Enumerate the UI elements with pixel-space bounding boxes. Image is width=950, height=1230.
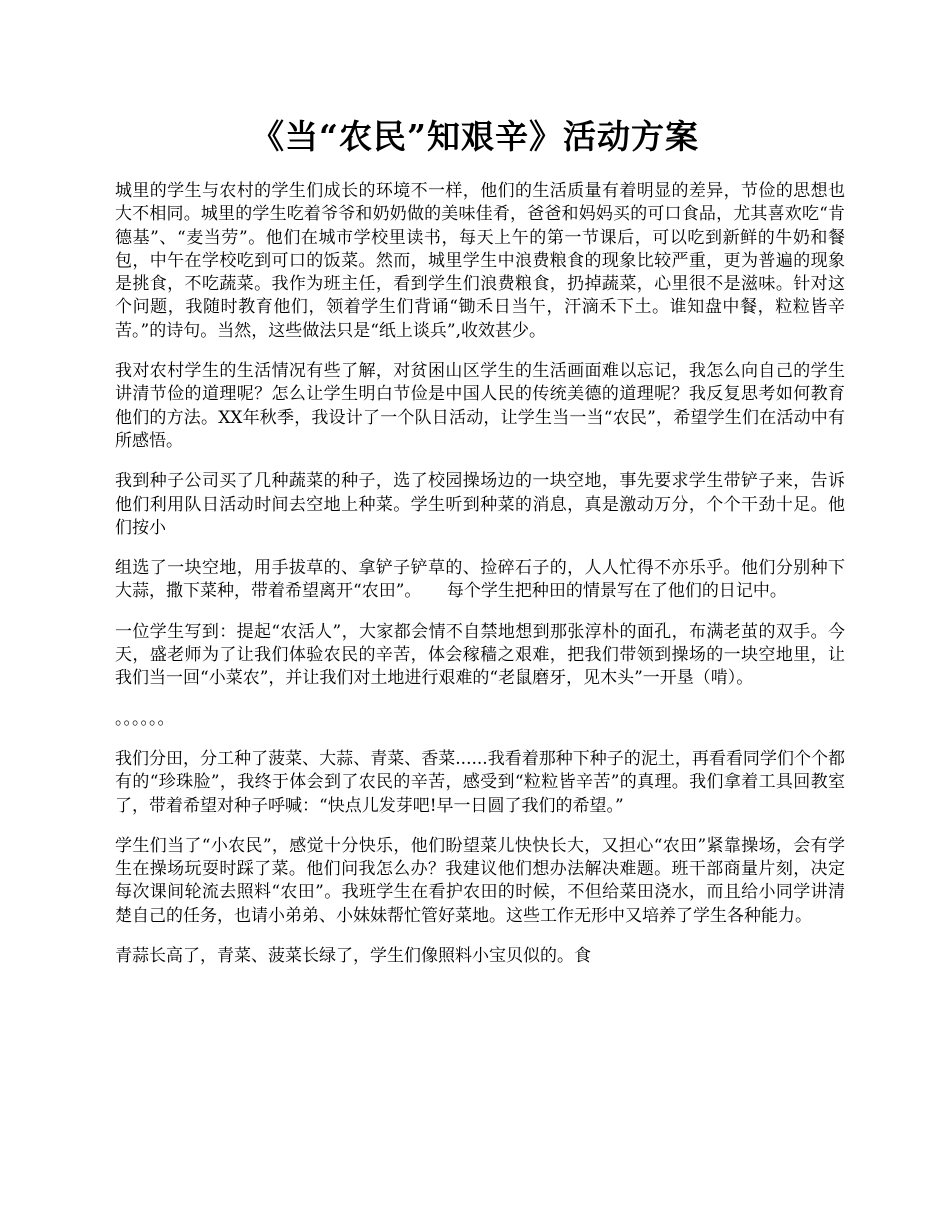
document-body — [115, 180, 845, 985]
document-title: 《当“农民”知艰辛》活动方案 — [251, 117, 699, 156]
paragraph-6: 我们分田，分工种了菠菜、大蒜、青菜、香菜......我看着那种下种子的泥土，再看看同学们个个都有的“珍珠脸”，我终于体会到了农民的辛苦，感受到“粒粒皆辛苦”的真理。我们拿着工具回教室了，带着希望对种子呼喊：“快点儿发芽吧!早一日圆了我们的希望。” — [115, 748, 845, 816]
paragraph-2: 我对农村学生的生活情况有些了解，对贫困山区学生的生活画面难以忘记，我怎么向自己的学生讲清节俭的道理呢？怎么让学生明白节俭是中国人民的传统美德的道理呢？我反复思考如何教育他们的方法。XX年秋季，我设计了一个队日活动，让学生当一当“农民”，希望学生们在活动中有所感悟。 — [115, 361, 845, 451]
paragraph-7: 学生们当了“小农民”，感觉十分快乐，他们盼望菜儿快快长大，又担心“农田”紧靠操场，会有学生在操场玩耍时踩了菜。他们问我怎么办？我建议他们想办法解决难题。班干部商量片刻，决定每次课间轮流去照料“农田”。我班学生在看护农田的时候，不但给菜田浇水，而且给小同学讲清楚自己的任务，也请小弟弟、小妹妹帮忙管好菜地。这些工作无形中又培养了学生各种能力。 — [115, 835, 845, 926]
paragraph-3: 我到种子公司买了几种蔬菜的种子，选了校园操场边的一块空地，事先要求学生带铲子来，告诉他们利用队日活动时间去空地上种菜。学生听到种菜的消息，真是激动万分，个个干劲十足。他们按小 — [115, 471, 845, 538]
paragraph-ellipsis: 。。。。。。 — [115, 708, 175, 729]
paragraph-5: 一位学生写到：提起“农活人”，大家都会情不自禁地想到那张淳朴的面孔，布满老茧的双手。今天，盛老师为了让我们体验农民的辛苦，体会稼穑之艰难，把我们带领到操场的一块空地里，让我们当一回“小菜农”，并让我们对土地进行艰难的“老鼠磨牙，见木头”一开垦（啃）。 — [115, 621, 845, 689]
paragraph-4: 组选了一块空地，用手拔草的、拿铲子铲草的、捡碎石子的，人人忙得不亦乐乎。他们分别种下大蒜，撒下菜种，带着希望离开“农田”。 每个学生把种田的情景写在了他们的日记中。 — [115, 558, 845, 602]
paragraph-1: 城里的学生与农村的学生们成长的环境不一样，他们的生活质量有着明显的差异，节俭的思想也大不相同。城里的学生吃着爷爷和奶奶做的美味佳肴，爸爸和妈妈买的可口食品，尤其喜欢吃“肯德基”、“麦当劳”。他们在城市学校里读书，每天上午的第一节课后，可以吃到新鲜的牛奶和餐包，中午在学校吃到可口的饭菜。然而，城里学生中浪费粮食的现象比较严重，更为普遍的现象是挑食，不吃蔬菜。我作为班主任，看到学生们浪费粮食，扔掉蔬菜，心里很不是滋味。针对这个问题，我随时教育他们，领着学生们背诵“锄禾日当午，汗滴禾下土。谁知盘中餐，粒粒皆辛苦。”的诗句。当然，这些做法只是“纸上谈兵”,收效甚少。 — [115, 181, 845, 341]
paragraph-8: 青蒜长高了，青菜、菠菜长绿了，学生们像照料小宝贝似的。食 — [115, 946, 591, 967]
